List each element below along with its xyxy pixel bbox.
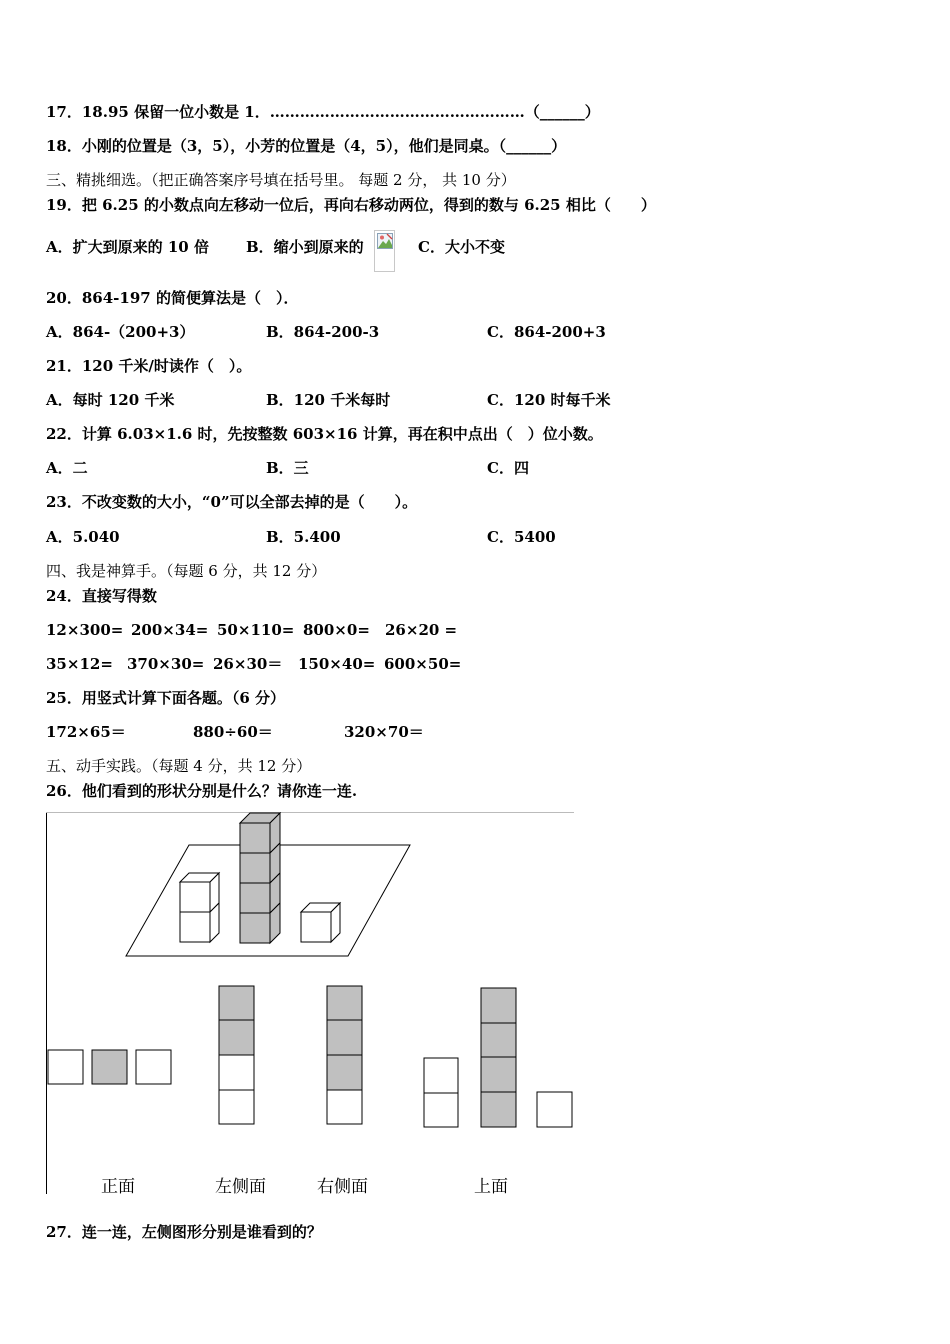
q19-option-c: C．大小不变: [418, 238, 505, 256]
q20-option-a: A．864-（200+3）: [46, 323, 195, 341]
label-left-side: 左侧面: [215, 1177, 266, 1194]
question-26-stem: 26．他们看到的形状分别是什么？请你连一连.: [46, 782, 358, 800]
q23-option-c: C．5400: [487, 528, 556, 546]
q21-option-a: A．每时 120 千米: [46, 391, 175, 409]
q24-item: 26×20 =: [385, 621, 458, 639]
label-top: 上面: [474, 1177, 508, 1194]
single-cube: [301, 903, 340, 942]
q24-item: 150×40=: [298, 655, 376, 673]
left-stack-cubes: [180, 873, 219, 942]
question-23-stem: 23．不改变数的大小，“0”可以全部去掉的是（ ）。: [46, 493, 418, 511]
q19-option-a: A．扩大到原来的 10 倍: [46, 238, 209, 256]
q22-option-a: A．二: [46, 459, 88, 477]
view-front: [48, 1050, 171, 1084]
q24-item: 600×50=: [384, 655, 462, 673]
view-right: [327, 986, 362, 1124]
q21-option-b: B．120 千米每时: [266, 391, 391, 409]
q21-option-c: C．120 时每千米: [487, 391, 611, 409]
q24-item: 800×0=: [303, 621, 370, 639]
question-21-stem: 21．120 千米/时读作（ ）。: [46, 357, 252, 375]
question-27: 27．连一连，左侧图形分别是谁看到的？: [46, 1223, 322, 1241]
q20-option-c: C．864-200+3: [487, 323, 606, 341]
question-19-stem: 19．把 6.25 的小数点向左移动一位后，再向右移动两位，得到的数与 6.25 相比（ ）: [46, 196, 656, 214]
view-top: [424, 988, 572, 1127]
q22-option-c: C．四: [487, 459, 529, 477]
question-24-stem: 24．直接写得数: [46, 587, 157, 605]
q24-item: 26×30＝: [213, 655, 283, 673]
section-3-title: 三、精挑细选。（把正确答案序号填在括号里。 每题 2 分， 共 10 分）: [46, 171, 516, 189]
q24-item: 50×110=: [217, 621, 295, 639]
q22-option-b: B．三: [266, 459, 309, 477]
q19-option-b: B．缩小到原来的: [246, 238, 364, 256]
q20-option-b: B．864-200-3: [266, 323, 380, 341]
question-25-stem: 25．用竖式计算下面各题。（6 分）: [46, 689, 286, 707]
question-20-stem: 20．864-197 的简便算法是（ ）．: [46, 289, 299, 307]
broken-image-icon: [374, 230, 395, 272]
question-17: 17．18.95 保留一位小数是 1．……………………………………………（______）: [46, 103, 600, 121]
q23-option-a: A．5.040: [46, 528, 120, 546]
label-front: 正面: [101, 1177, 135, 1194]
tall-stack-cubes: [240, 813, 280, 943]
view-left: [219, 986, 254, 1124]
section-4-title: 四、我是神算手。（每题 6 分，共 12 分）: [46, 562, 327, 580]
q24-item: 200×34=: [131, 621, 209, 639]
label-right-side: 右侧面: [317, 1177, 368, 1194]
q24-item: 370×30=: [127, 655, 205, 673]
cube-views-figure: [46, 812, 574, 1194]
q25-item: 320×70＝: [344, 723, 424, 741]
q24-item: 35×12=: [46, 655, 113, 673]
question-22-stem: 22．计算 6.03×1.6 时，先按整数 603×16 计算，再在积中点出（ ）位小数。: [46, 425, 603, 443]
q24-item: 12×300=: [46, 621, 124, 639]
q25-item: 880÷60＝: [193, 723, 273, 741]
question-18: 18．小刚的位置是（3，5），小芳的位置是（4，5），他们是同桌。（______）: [46, 137, 567, 155]
q25-item: 172×65＝: [46, 723, 126, 741]
q23-option-b: B．5.400: [266, 528, 341, 546]
section-5-title: 五、动手实践。（每题 4 分，共 12 分）: [46, 757, 312, 775]
